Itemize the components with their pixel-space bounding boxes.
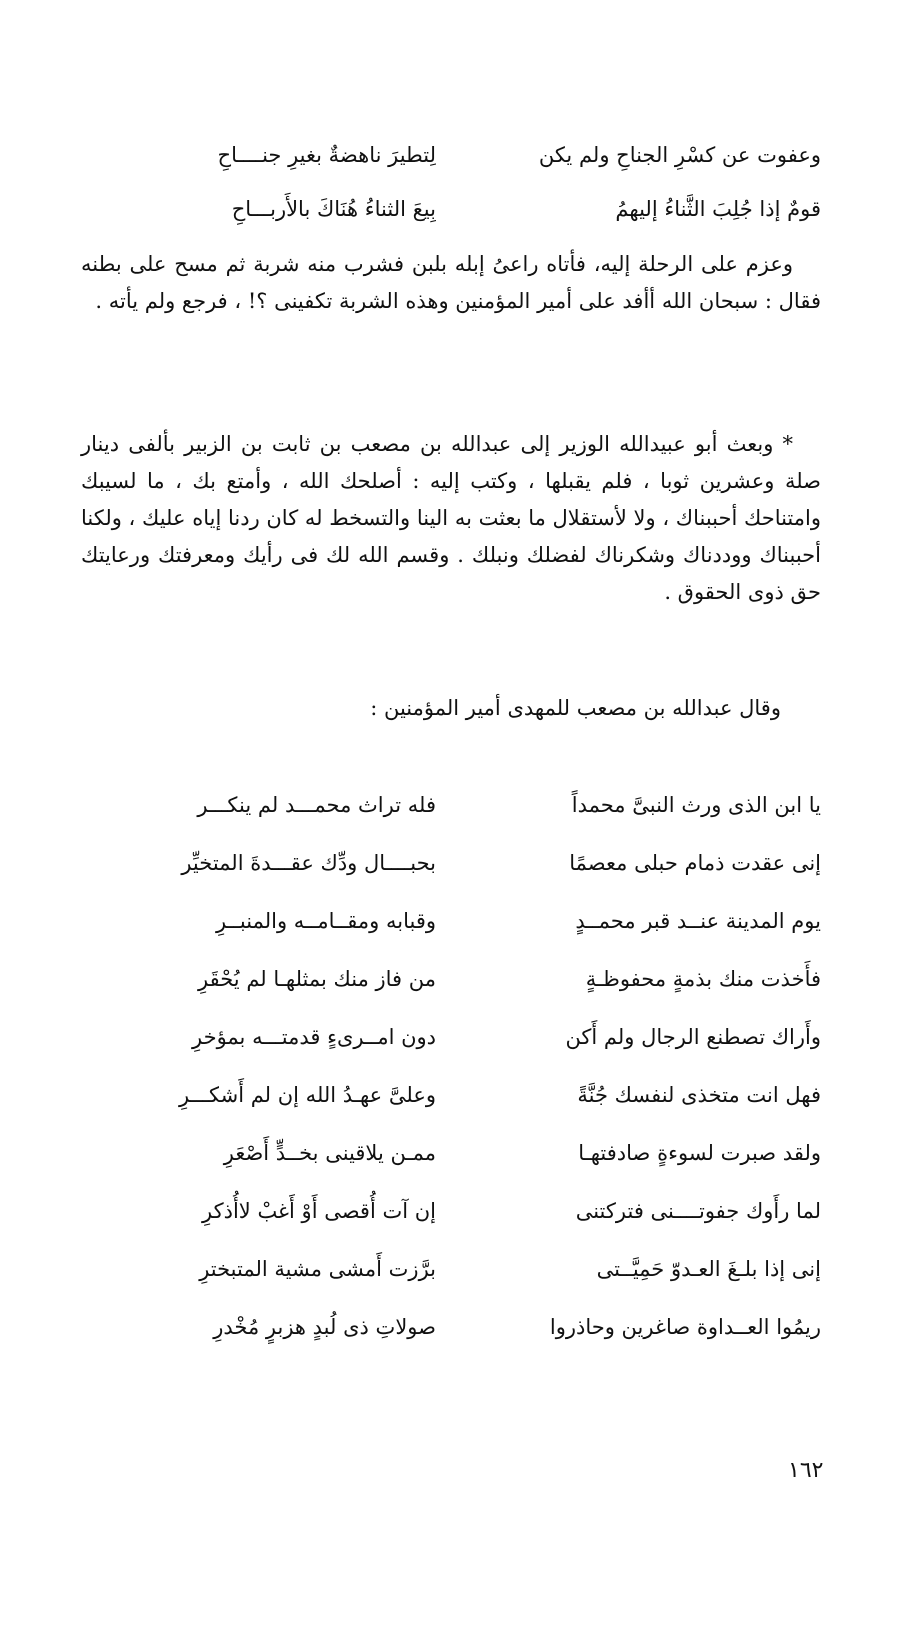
- poem-first-hemistich: لما رأَوك جفوتــــنى فتركتنى: [575, 1199, 821, 1223]
- poem-first-hemistich: يا ابن الذى ورث النبىَّ محمداً: [571, 793, 821, 817]
- poem-couplet: [81, 1126, 821, 1180]
- poem-second-hemistich: دون امــرىءٍ قدمتـــه بمؤخرِ: [192, 1025, 436, 1049]
- verse-couplet: [81, 182, 821, 236]
- page-number: ١٦٢: [788, 1458, 824, 1483]
- prose-paragraph: وعزم على الرحلة إليه، فأتاه راعىُ إبله بلبن فشرب منه شربة ثم مسح على بطنه فقال : سبحان الله أأفد على أمير المؤمنين وهذه الشربة تكفينى ؟! ، فرجع ولم يأته .: [81, 252, 821, 313]
- poem-couplet: [81, 1300, 821, 1354]
- verse-first-hemistich: قومٌ إذا جُلِبَ الثَّناءُ إليهمُ: [615, 197, 821, 221]
- poem-first-hemistich: ولقد صبرت لسوءةٍ صادفتهـا: [578, 1141, 821, 1165]
- poem-couplet: [81, 1184, 821, 1238]
- poem-first-hemistich: فهل انت متخذى لنفسك جُنَّةً: [577, 1083, 821, 1107]
- verse-second-hemistich: لِتطيرَ ناهضةٌ بغيرِ جنــــاحِ: [217, 143, 436, 167]
- verse-first-hemistich: وعفوت عن كسْرِ الجناحِ ولم يكن: [538, 143, 821, 167]
- poem-couplet: [81, 836, 821, 890]
- poem-first-hemistich: وأَراك تصطنع الرجال ولم أَكن: [565, 1025, 821, 1049]
- poem-second-hemistich: صولاتِ ذى لُبدٍ هزبرٍ مُخْدرِ: [213, 1315, 436, 1339]
- poem-second-hemistich: من فاز منك بمثلهـا لم يُحْقَرِ: [198, 967, 436, 991]
- poem-couplet: [81, 1068, 821, 1122]
- poem-couplet: [81, 778, 821, 832]
- poem-second-hemistich: ممـن يلاقينى بخــدٍّ أَصْعَرِ: [223, 1141, 436, 1165]
- poem-second-hemistich: وعلىَّ عهـدُ الله إن لم أَشكـــرِ: [178, 1083, 436, 1107]
- verse-couplet: [81, 128, 821, 182]
- poem-second-hemistich: بحبــــال ودِّك عقـــدةَ المتخيِّر: [181, 851, 436, 875]
- poem-couplet: [81, 1010, 821, 1064]
- poem-second-hemistich: إن آت أُقصى أَوْ أَغبْ لاأُذكرِ: [202, 1199, 436, 1223]
- poem-second-hemistich: وقبابه ومقــامــه والمنبــرِ: [216, 909, 436, 933]
- poem-first-hemistich: يوم المدينة عنــد قبر محمــدٍ: [575, 909, 821, 933]
- poem-second-hemistich: فله تراث محمـــد لم ينكـــر: [197, 793, 436, 817]
- verse-second-hemistich: بِيعَ الثناءُ هُنَاكَ بالأَربـــاحِ: [231, 197, 436, 221]
- poem-couplet: [81, 952, 821, 1006]
- poem-introduction: وقال عبدالله بن مصعب للمهدى أمير المؤمنين :: [370, 696, 781, 720]
- poem-first-hemistich: إنى إذا بلـغَ العـدوّ حَمِيَّــتى: [596, 1257, 821, 1281]
- poem-couplet: [81, 894, 821, 948]
- poem-first-hemistich: إنى عقدت ذمام حبلى معصمًا: [569, 851, 821, 875]
- prose-paragraph: * وبعث أبو عبيدالله الوزير إلى عبدالله بن مصعب بن ثابت بن الزبير بألفى دينار صلة وعشرين ثوبا ، فلم يقبلها ، وكتب إليه : أصلحك الله ، وأمتع بك ، ما لسيبك وامتناحك أحببناك ، ولا لأستقلال ما بعثت به الينا والتسخط له كان ردنا إياه عليك ، ولكنا أحببناك ووددناك وشكرناك لفضلك ونبلك . وقسم الله لك فى رأيك ومعرفتك ورعايتك حق ذوى الحقوق .: [81, 432, 821, 604]
- poem-first-hemistich: ريمُوا العــداوة صاغرين وحاذروا: [549, 1315, 821, 1339]
- poem-second-hemistich: برَّزت أَمشى مشية المتبخترِ: [199, 1257, 436, 1281]
- poem-couplet: [81, 1242, 821, 1296]
- poem-first-hemistich: فأَخذت منك بذمةٍ محفوظـةٍ: [585, 967, 821, 991]
